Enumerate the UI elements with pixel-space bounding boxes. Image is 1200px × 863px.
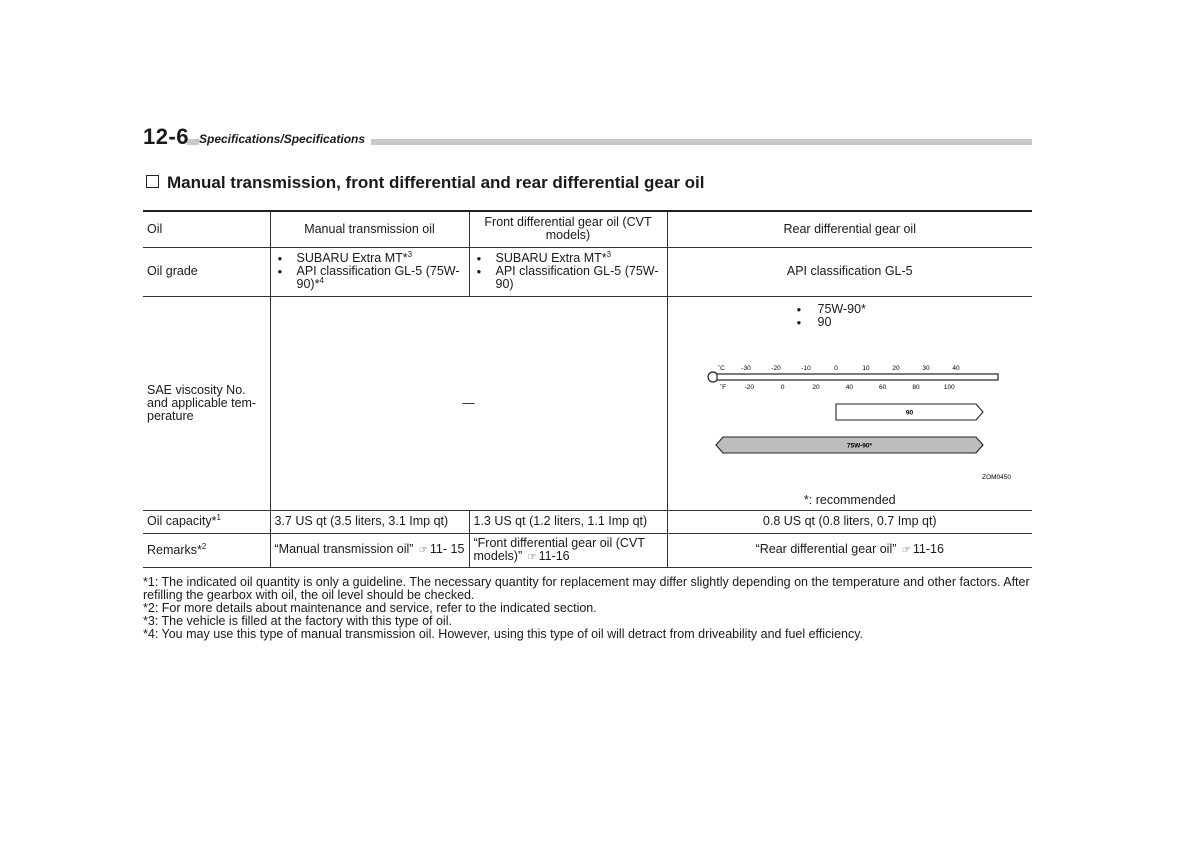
fahrenheit-tick-label: -20 [744, 383, 754, 391]
footnote: *2: For more details about maintenance and service, refer to the indicated section. [143, 601, 597, 615]
celsius-tick-label: -30 [740, 364, 751, 372]
celsius-tick-label: 0 [833, 364, 838, 372]
fahrenheit-tick-label: 60 [878, 383, 886, 391]
header-oil: Oil [143, 211, 270, 247]
page-header [143, 124, 1032, 148]
oil-grade-manual [270, 247, 469, 296]
list-item: ● 75W-90* [794, 303, 866, 316]
viscosity-range-label: 75W-90* [846, 442, 872, 449]
row-oil-grade [143, 247, 1032, 296]
oil-spec-table [143, 210, 1032, 568]
figure-code-label: ZOM0450 [981, 473, 1011, 481]
list-item: ● 90 [794, 316, 866, 329]
page-number: 12-6 [143, 124, 190, 149]
fahrenheit-tick-label: 100 [943, 383, 955, 391]
list-item: ● API classification GL-5 (75W-90) [474, 265, 663, 291]
page-reference-icon: ☞ [901, 545, 911, 556]
row-oil-capacity [143, 510, 1032, 533]
celsius-tick-label: 10 [861, 364, 870, 372]
footnote: *4: You may use this type of manual transmission oil. However, using this type of oil will detract from driveability and fuel efficiency. [143, 627, 864, 641]
celsius-tick-label: 30 [921, 364, 930, 372]
fahrenheit-unit-label: ˚F [719, 383, 726, 391]
capacity-manual: 3.7 US qt (3.5 liters, 3.1 Imp qt) [270, 510, 469, 533]
remarks-label: Remarks*$^2$ [143, 533, 270, 567]
recommended-note: *: recommended [803, 492, 896, 507]
fahrenheit-tick-label: 0 [780, 383, 784, 391]
oil-grade-rear: API classification GL-5 [667, 247, 1032, 296]
fahrenheit-tick-label: 20 [811, 383, 820, 391]
oil-grade-label: Oil grade [143, 247, 270, 296]
celsius-tick-label: 20 [891, 364, 900, 372]
viscosity-temperature-chart [668, 297, 1032, 507]
footnote: *1: The indicated oil quantity is only a guideline. The necessary quantity for replacement may differ slightly depending on the temperature and other factors. After refilling the gearbox with oil, the oil level should be checked. [143, 575, 1030, 602]
celsius-tick-label: -20 [770, 364, 781, 372]
page-reference-icon: ☞ [418, 545, 428, 556]
celsius-tick-label: -10 [800, 364, 811, 372]
header-front-differential: Front differential gear oil (CVT models) [469, 211, 667, 247]
page-reference-icon: ☞ [527, 551, 537, 563]
celsius-unit-label: ˚C [717, 364, 725, 372]
list-item: ● SUBARU Extra MT*$^3$ [474, 252, 663, 265]
sae-manual-front-dash: — [270, 296, 667, 510]
section-heading [146, 173, 705, 193]
list-item: ● API classification GL-5 (75W-90)*$^4$ [275, 265, 465, 291]
footnotes [143, 576, 1032, 641]
fahrenheit-tick-label: 80 [911, 383, 920, 391]
capacity-rear: 0.8 US qt (0.8 liters, 0.7 Imp qt) [667, 510, 1032, 533]
section-heading-text: Manual transmission, front differential and rear differential gear oil [167, 173, 705, 192]
remarks-manual: “Manual transmission oil” ☞ 11- 15 [270, 533, 469, 567]
row-sae-viscosity [143, 296, 1032, 510]
oil-grade-front [469, 247, 667, 296]
header-rear-differential: Rear differential gear oil [667, 211, 1032, 247]
remarks-front: “Front differential gear oil (CVT models)” ☞ 11-16 [469, 533, 667, 567]
square-bullet-icon [146, 175, 159, 188]
footnote: *3: The vehicle is filled at the factory with this type of oil. [143, 614, 452, 628]
sae-label: SAE viscosity No. and applicable tem- perature [143, 296, 270, 510]
header-manual-transmission: Manual transmission oil [270, 211, 469, 247]
capacity-front: 1.3 US qt (1.2 liters, 1.1 Imp qt) [469, 510, 667, 533]
row-remarks [143, 533, 1032, 567]
fahrenheit-tick-label: 40 [845, 383, 853, 391]
celsius-tick-label: 40 [951, 364, 960, 372]
table-header-row [143, 211, 1032, 247]
list-item: ● SUBARU Extra MT*$^3$ [275, 252, 465, 265]
sae-rear-chart-cell [667, 296, 1032, 510]
header-section-title: Specifications/Specifications [199, 132, 371, 146]
viscosity-range-label: 90 [905, 409, 913, 416]
thermometer-tube [717, 374, 998, 380]
remarks-rear: “Rear differential gear oil” ☞ 11-16 [667, 533, 1032, 567]
capacity-label: Oil capacity*$^1$ [143, 510, 270, 533]
